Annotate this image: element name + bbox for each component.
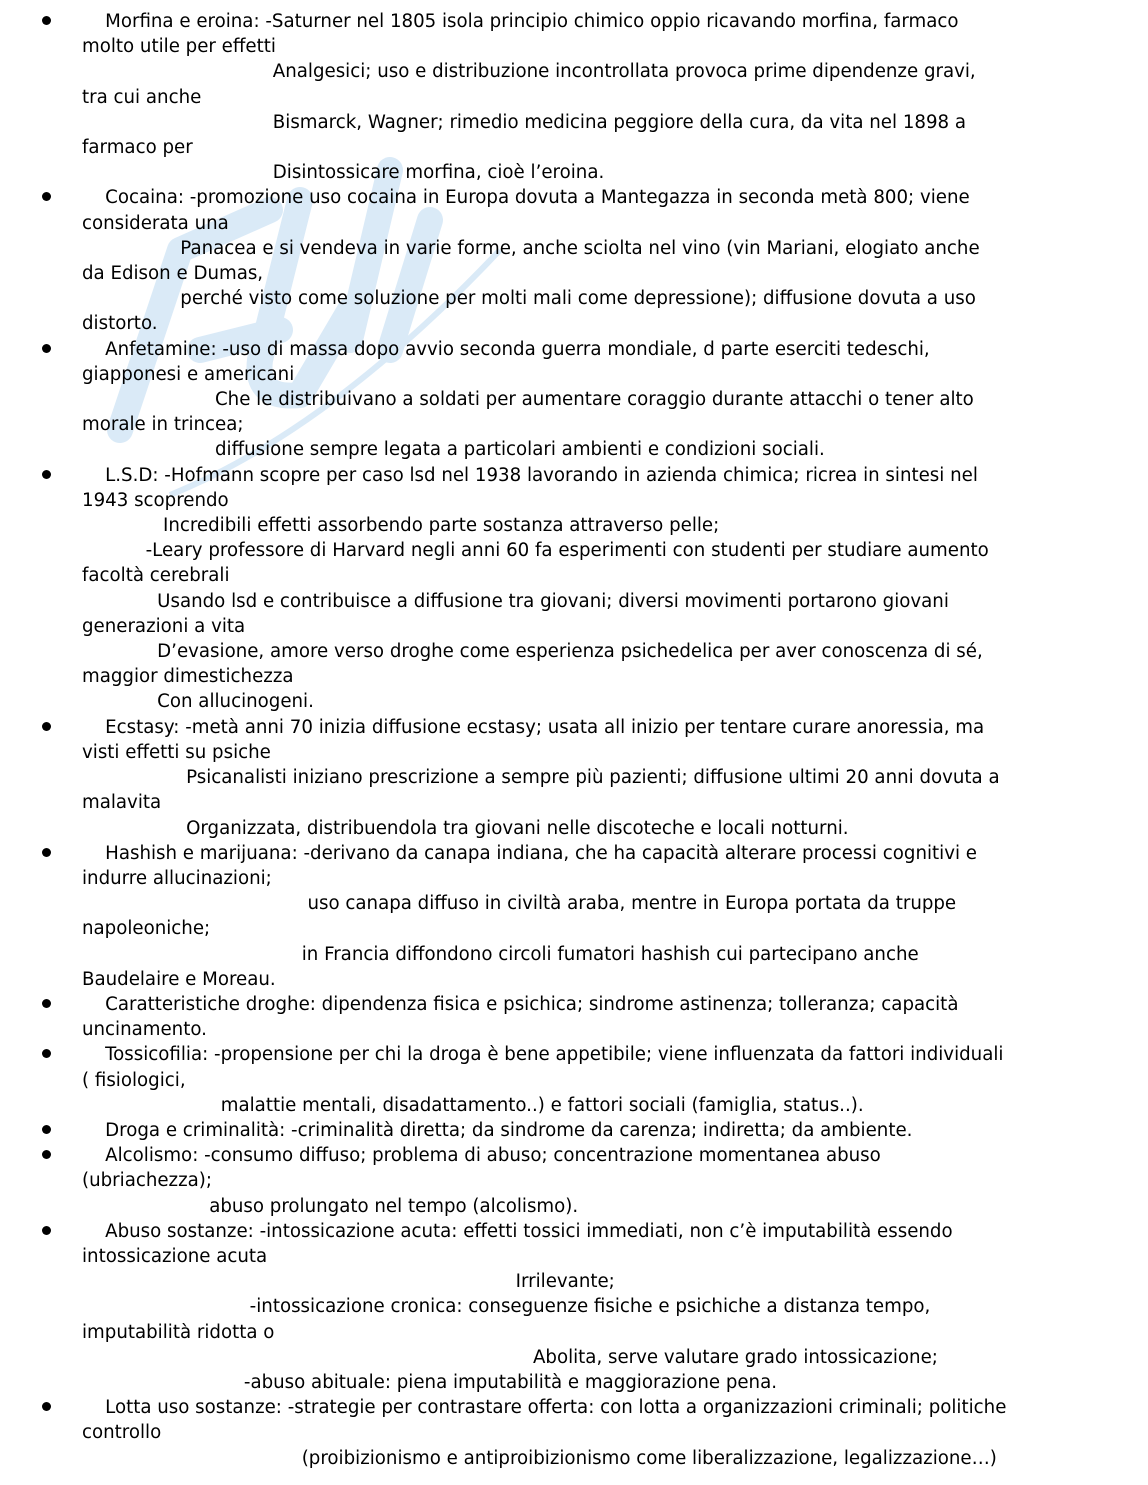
text-line: Alcolismo: -consumo diffuso; problema di abuso; concentrazione momentanea abuso — [82, 1145, 881, 1167]
text-line: facoltà cerebrali — [82, 565, 230, 587]
text-line: da Edison e Dumas, — [82, 263, 264, 285]
text-line: Analgesici; uso e distribuzione incontrollata provoca prime dipendenze gravi, — [82, 61, 976, 83]
list-item — [0, 1118, 1148, 1143]
text-line: napoleoniche; — [82, 918, 211, 940]
text-line: morale in trincea; — [82, 414, 244, 436]
text-line: Morfina e eroina: -Saturner nel 1805 isola principio chimico oppio ricavando morfina, farmaco — [82, 11, 959, 32]
text-line: generazioni a vita — [82, 615, 246, 637]
text-line: abuso prolungato nel tempo (alcolismo). — [82, 1195, 579, 1217]
text-line: Che le distribuivano a soldati per aumentare coraggio durante attacchi o tener alto — [82, 389, 974, 411]
text-line: Panacea e si vendeva in varie forme, anche sciolta nel vino (vin Mariani, elogiato anche — [82, 237, 980, 259]
text-line: -Leary professore di Harvard negli anni 60 fa esperimenti con studenti per studiare aumento — [82, 540, 989, 562]
list-item — [0, 841, 1148, 992]
list-item — [0, 337, 1148, 463]
text-line: Bismarck, Wagner; rimedio medicina peggiore della cura, da vita nel 1898 a — [82, 111, 967, 133]
text-line: tra cui anche — [82, 86, 202, 108]
bullet-icon — [42, 1226, 51, 1235]
bullet-icon — [42, 1125, 51, 1134]
text-line: Incredibili effetti assorbendo parte sostanza attraverso pelle; — [82, 515, 720, 537]
list-item — [0, 1395, 1148, 1471]
text-line: uso canapa diffuso in civiltà araba, mentre in Europa portata da truppe — [82, 893, 957, 915]
text-line: controllo — [82, 1422, 162, 1444]
list-item — [0, 1143, 1148, 1219]
text-line: Abolita, serve valutare grado intossicazione; — [82, 1346, 938, 1368]
list-item — [0, 1219, 1148, 1395]
text-line: ( fisiologici, — [82, 1069, 186, 1091]
list-item — [0, 715, 1148, 841]
text-line: Baudelaire e Moreau. — [82, 968, 276, 990]
text-line: 1943 scoprendo — [82, 489, 229, 511]
text-line: molto utile per effetti — [82, 36, 276, 58]
text-line: Usando lsd e contribuisce a diffusione tra giovani; diversi movimenti portarono giovani — [82, 590, 949, 612]
bullet-icon — [42, 1150, 51, 1159]
text-line: indurre allucinazioni; — [82, 867, 272, 889]
text-line: Irrilevante; — [82, 1271, 615, 1293]
text-line: malavita — [82, 792, 162, 814]
bullet-icon — [42, 1049, 51, 1058]
text-line: Tossicofilia: -propensione per chi la droga è bene appetibile; viene influenzata da fattori individuali — [82, 1044, 1004, 1066]
text-line: Disintossicare morfina, cioè l’eroina. — [82, 162, 605, 184]
text-line: -abuso abituale: piena imputabilità e maggiorazione pena. — [82, 1371, 778, 1393]
text-line: Hashish e marijuana: -derivano da canapa indiana, che ha capacità alterare processi cognitivi e — [82, 842, 977, 864]
text-line: Organizzata, distribuendola tra giovani nelle discoteche e locali notturni. — [82, 817, 849, 839]
text-line: malattie mentali, disadattamento..) e fattori sociali (famiglia, status..). — [82, 1094, 864, 1116]
bullet-icon — [42, 344, 51, 353]
bullet-icon — [42, 722, 51, 731]
list-item — [0, 463, 1148, 715]
text-line: Ecstasy: -metà anni 70 inizia diffusione ecstasy; usata all inizio per tentare curare anoressia, ma — [82, 716, 985, 738]
text-line: Abuso sostanze: -intossicazione acuta: effetti tossici immediati, non c’è imputabilità essendo — [82, 1220, 953, 1242]
text-line: Con allucinogeni. — [82, 691, 314, 713]
bullet-icon — [42, 848, 51, 857]
bullet-icon — [42, 470, 51, 479]
text-line: intossicazione acuta — [82, 1245, 268, 1267]
text-line: giapponesi e americani — [82, 363, 295, 385]
text-line: L.S.D: -Hofmann scopre per caso lsd nel 1938 lavorando in azienda chimica; ricrea in sintesi nel — [82, 464, 978, 486]
text-line: Caratteristiche droghe: dipendenza fisica e psichica; sindrome astinenza; tolleranza; capacità — [82, 993, 959, 1015]
text-line: Anfetamine: -uso di massa dopo avvio seconda guerra mondiale, d parte eserciti tedeschi, — [82, 338, 930, 360]
text-line: Lotta uso sostanze: -strategie per contrastare offerta: con lotta a organizzazioni criminali; politiche — [82, 1397, 1007, 1419]
bullet-icon — [42, 1402, 51, 1411]
text-line: farmaco per — [82, 137, 193, 159]
list-item — [0, 1042, 1148, 1118]
text-line: Droga e criminalità: -criminalità diretta; da sindrome da carenza; indiretta; da ambiente. — [82, 1119, 913, 1141]
text-line: Psicanalisti iniziano prescrizione a sempre più pazienti; diffusione ultimi 20 anni dovuta a — [82, 767, 1000, 789]
text-line: D’evasione, amore verso droghe come esperienza psichedelica per aver conoscenza di sé, — [82, 641, 983, 663]
bullet-icon — [42, 192, 51, 201]
text-line: imputabilità ridotta o — [82, 1321, 275, 1343]
document-body — [0, 9, 1148, 1471]
text-line: (proibizionismo e antiproibizionismo come liberalizzazione, legalizzazione…) — [82, 1447, 997, 1469]
text-line: (ubriachezza); — [82, 1170, 213, 1192]
list-item — [0, 992, 1148, 1042]
text-line: in Francia diffondono circoli fumatori hashish cui partecipano anche — [82, 943, 919, 965]
list-item — [0, 185, 1148, 336]
bullet-icon — [42, 16, 51, 25]
text-line: visti effetti su psiche — [82, 741, 271, 763]
text-line: diffusione sempre legata a particolari ambienti e condizioni sociali. — [82, 439, 825, 461]
text-line: maggior dimestichezza — [82, 666, 294, 688]
text-line: perché visto come soluzione per molti mali come depressione); diffusione dovuta a uso — [82, 288, 976, 310]
text-line: distorto. — [82, 313, 158, 335]
bullet-icon — [42, 999, 51, 1008]
list-item — [0, 9, 1148, 185]
text-line: Cocaina: -promozione uso cocaina in Europa dovuta a Mantegazza in seconda metà 800; viene — [82, 187, 970, 209]
text-line: uncinamento. — [82, 1019, 207, 1041]
text-line: -intossicazione cronica: conseguenze fisiche e psichiche a distanza tempo, — [82, 1296, 931, 1318]
text-line: considerata una — [82, 212, 229, 234]
